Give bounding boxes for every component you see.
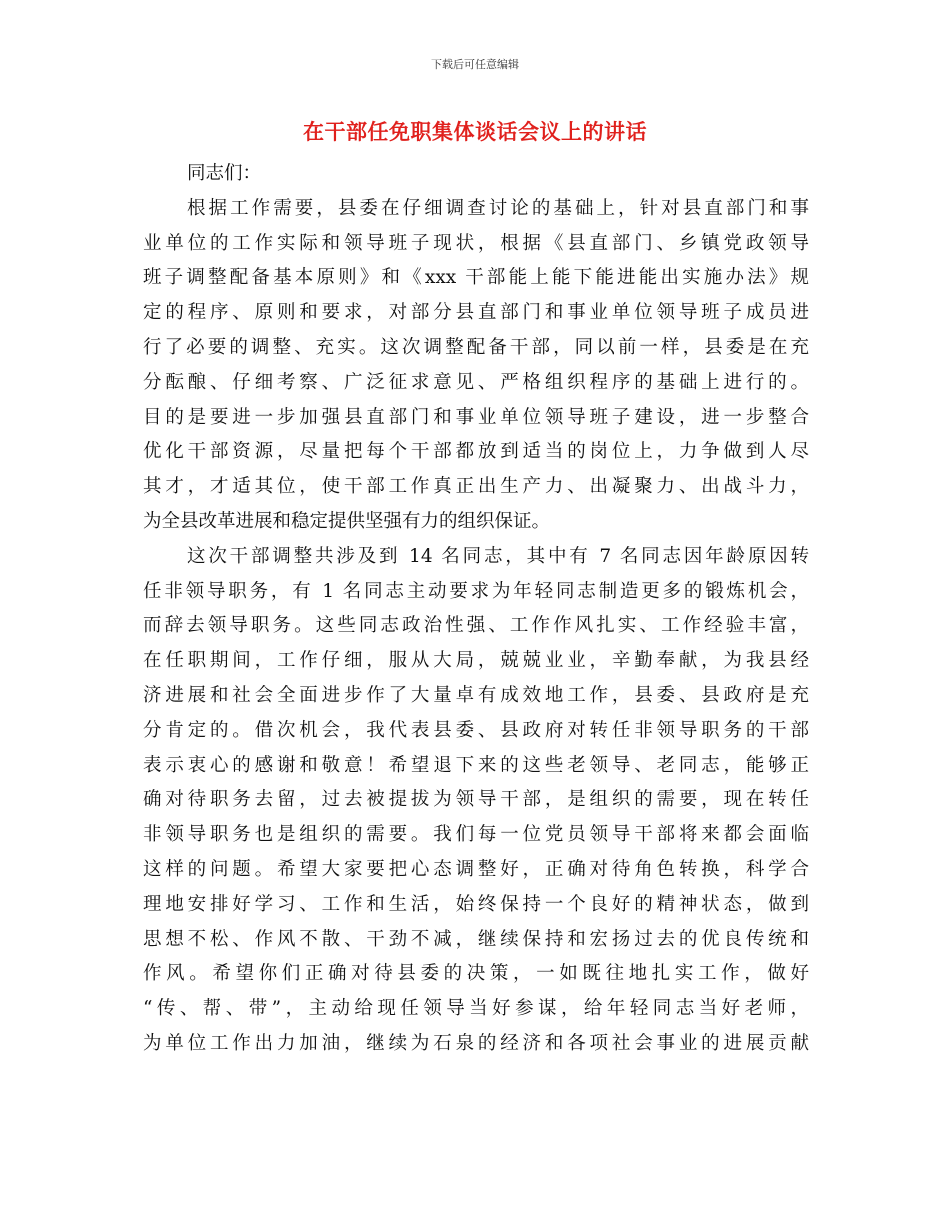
paragraph-line: 任非领导职务，有 1 名同志主动要求为年轻同志制造更多的锻炼机会，: [143, 580, 809, 602]
paragraph-line: 业单位的工作实际和领导班子现状，根据《县直部门、乡镇党政领导: [143, 232, 809, 254]
salutation: 同志们：: [187, 163, 262, 184]
paragraph-line: 这次干部调整共涉及到 14 名同志，其中有 7 名同志因年龄原因转: [187, 545, 809, 567]
paragraph-line: 确对待职务去留，过去被提拔为领导干部，是组织的需要，现在转任: [143, 789, 809, 811]
document-title: 在干部任免职集体谈话会议上的讲话: [303, 119, 647, 144]
paragraph-line: 非领导职务也是组织的需要。我们每一位党员领导干部将来都会面临: [143, 824, 809, 846]
paragraph-line: 理地安排好学习、工作和生活，始终保持一个良好的精神状态，做到: [143, 893, 809, 915]
paragraph-line: 分酝酿、仔细考察、广泛征求意见、严格组织程序的基础上进行的。: [143, 371, 809, 393]
paragraph-line: 这样的问题。希望大家要把心态调整好，正确对待角色转换，科学合: [143, 858, 809, 880]
paragraph-line: 分肯定的。借次机会，我代表县委、县政府对转任非领导职务的干部: [143, 719, 809, 741]
paragraph-line: 定的程序、原则和要求，对部分县直部门和事业单位领导班子成员进: [143, 302, 809, 324]
paragraph-line: 班子调整配备基本原则》和《xxx 干部能上能下能进能出实施办法》规: [143, 267, 809, 289]
paragraph-line: 济进展和社会全面进步作了大量卓有成效地工作，县委、县政府是充: [143, 684, 809, 706]
paragraph-line: 表示衷心的感谢和敬意！希望退下来的这些老领导、老同志，能够正: [143, 754, 809, 776]
paragraph-line: 而辞去领导职务。这些同志政治性强、工作作风扎实、工作经验丰富，: [143, 615, 809, 637]
header-note: 下载后可任意编辑: [431, 58, 519, 71]
paragraph-line: 为单位工作出力加油，继续为石泉的经济和各项社会事业的进展贡献: [143, 1032, 809, 1054]
paragraph-line: 思想不松、作风不散、干劲不减，继续保持和宏扬过去的优良传统和: [143, 928, 809, 950]
paragraph-line: 作风。希望你们正确对待县委的决策，一如既往地扎实工作，做好: [143, 963, 809, 985]
paragraph-line: 在任职期间，工作仔细，服从大局，兢兢业业，辛勤奉献，为我县经: [143, 650, 809, 672]
paragraph-line: 根据工作需要，县委在仔细调查讨论的基础上，针对县直部门和事: [187, 197, 809, 219]
paragraph-line: 其才，才适其位，使干部工作真正出生产力、出凝聚力、出战斗力，: [143, 476, 809, 498]
paragraph-line: 目的是要进一步加强县直部门和事业单位领导班子建设，进一步整合: [143, 406, 809, 428]
paragraph-line: 优化干部资源，尽量把每个干部都放到适当的岗位上，力争做到人尽: [143, 441, 809, 463]
paragraph-line: 为全县改革进展和稳定提供坚强有力的组织保证。: [143, 510, 551, 532]
document-body: [143, 157, 809, 1062]
paragraph-line: “传、帮、带”，主动给现任领导当好参谋，给年轻同志当好老师，: [143, 998, 809, 1020]
paragraph-line: 行了必要的调整、充实。这次调整配备干部，同以前一样，县委是在充: [143, 336, 809, 358]
